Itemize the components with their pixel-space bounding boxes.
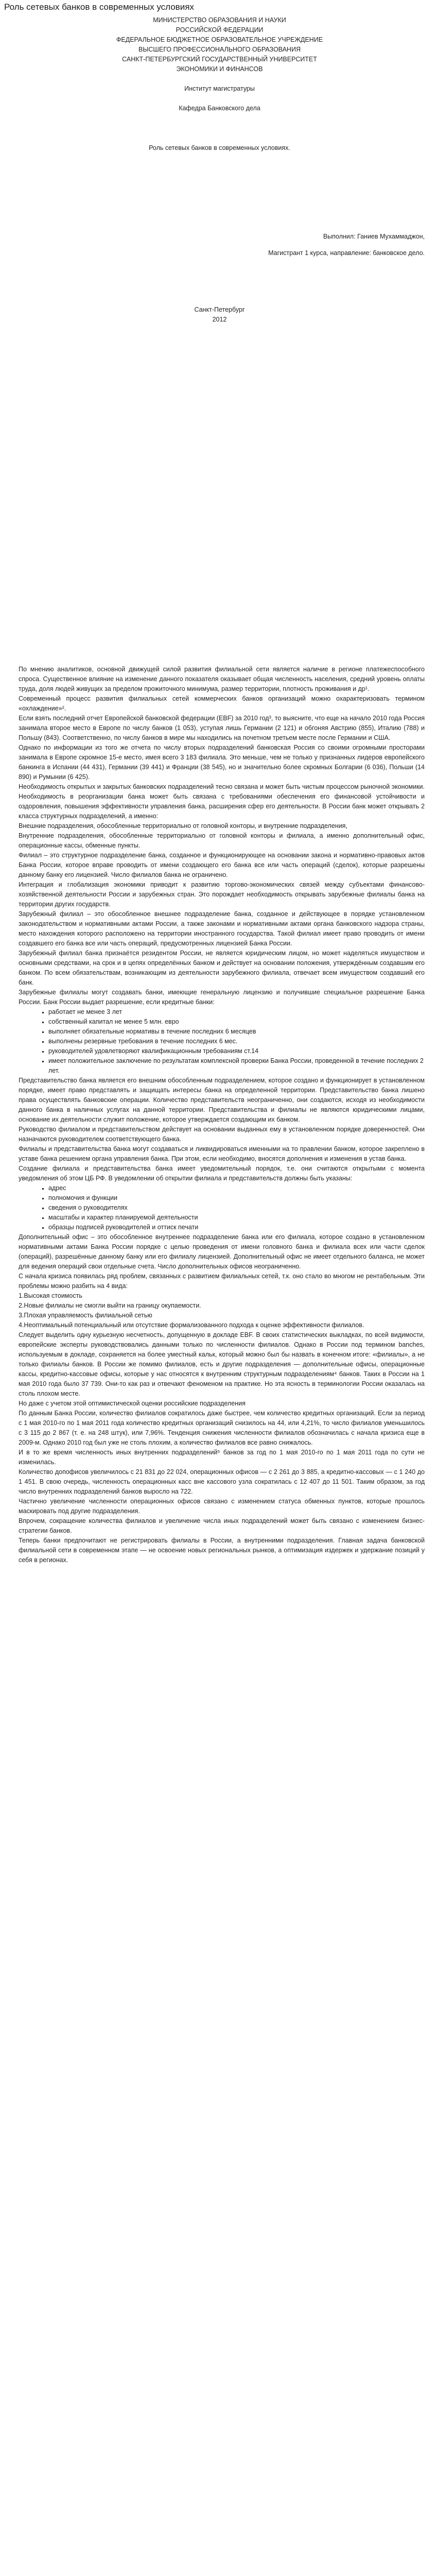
vpo-line: ВЫСШЕГО ПРОФЕССИОНАЛЬНОГО ОБРАЗОВАНИЯ — [138, 46, 301, 53]
list-item: ▪ сведения о руководителях — [48, 1203, 425, 1213]
paragraph: С начала кризиса появилась ряд проблем, связанных с развитием филиальных сетей, т.к. оно стало во многом не рентабельным. Эти проблемы можно разбить на 4 вида: — [19, 1273, 425, 1290]
paragraph: Необходимость открытых и закрытых банковских подразделений тесно связана и может быть чистым процессом рыночной экономики. Необходимость в реорганизации банка может быть связана с требованиями обеспечения его финансовой устойчивости и оздоровления, повышения эффективности управления банка, расширения сфер его деятельности. В России банк может открывать 2 класса структурных подразделений, а именно: — [19, 783, 425, 820]
city-line: Санкт-Петербург — [194, 306, 245, 313]
paragraph: Количество допофисов увеличилось с 21 831 до 22 024, операционных офисов — с 2 261 до 3 885, а кредитно-кассовых — с 1 240 до 1 451. В свою очередь, численность операционных касс вне кассового узла сократилась с 12 407 до 11 501. Таким образом, за год число внутренних подразделений банков выросло на 722. — [19, 1468, 425, 1495]
paragraph: Создание филиала и представительства банка имеет уведомительный порядок, т.е. они считаются открытыми с момента уведомления об этом ЦБ РФ. В уведомлении об открытии филиала и представительств должны быть указаны: — [19, 1165, 425, 1182]
federation-line: РОССИЙСКОЙ ФЕДЕРАЦИИ — [176, 26, 264, 33]
main-body — [19, 665, 425, 1565]
author-line-2: Магистрант 1 курса, направление: банковское дело. — [268, 249, 425, 257]
list-item: ▪ работает не менее 3 лет — [48, 1007, 425, 1017]
paragraph: Дополнительный офис – это обособленное внутреннее подразделение банка или его филиала, которое создано в установленном нормативными актами Банка России порядке с целью проведения от имени головного банка и филиала всех или части сделок (операций), разрешённые данному банку или его филиалу лицензией. Дополнительный офис не имеет отдельного баланса, не может для ведения операций свои отдельные счета. Число дополнительных офисов неограниченно. — [19, 1233, 425, 1270]
paragraph: Внешние подразделения, обособленные территориально от головной конторы, и внутренние подразделения, — [19, 822, 347, 829]
paragraph: 1.Высокая стоимость — [19, 1292, 82, 1299]
paragraph: По данным Банка России, количество филиалов сократилось даже быстрее, чем количество кредитных организаций. Если за период с 1 мая 2010-го по 1 мая 2011 года количество кредитных организаций снизилось на 44, или 4,21%, то число филиалов уменьшилось с 3 115 до 2 867 (т. е. на 248 штук), или 7,96%. Тенденция снижения численности филиалов обозначилась с начала кризиса еще в 2009-м. Однако 2010 год был уже не столь плохим, а количество филиалов все равно снижалось. — [19, 1410, 425, 1446]
paragraph: Следует выделить одну курьезную несчетность, допущенную в докладе EBF. В своих статистических выкладках, по всей видимости, европейские эксперты руководствовались данными только по численности филиалов. Однако в России под термином banches, используемым в докладе, сохраняется на более уместный кальк, который можно был бы назвать в конечном итоге: «филиалы», а не только филиалы банков. В России же помимо филиалов, есть и другие подразделения — дополнительные офисы, операционные кассы, кредитно-кассовые офисы, которые у нас относятся к внутренним структурным подразделениям⁴ банков. Таких в России на 1 мая 2010 года было 37 739. Они-то как раз и отвечают феноменом на практике. Но эта ясность в терминологии России оказалась на столь плохом месте. — [19, 1331, 425, 1397]
paragraph: Представительство банка является его внешним обособленным подразделением, которое создано и функционирует в установленном порядке, имеет право представлять и защищать интересы банка на определенной территории. Представительство банка лишено права осуществлять банковские операции. Количество представительств неограниченно, они создаются, исходя из необходимости данного банка в наличных услугах на данной территории. Представительства и филиалы не являются юридическими лицами, основание их деятельности служит положение, которое утверждается создающим их банком. — [19, 1077, 425, 1123]
paragraph: Зарубежный филиал – это обособленное внешнее подразделение банка, созданное и действующее в порядке установленном законодательством и нормативными актами России, а также законами и нормативными актами органа банковского надзора страны, место нахождения которого расположено на территории иностранного государства. Такой филиал имеет право проводить от имени создавшего его банка все или часть операций, предусмотренных лицензией Банка России. — [19, 910, 425, 947]
university-line: САНКТ-ПЕТЕРБУРГСКИЙ ГОСУДАРСТВЕННЫЙ УНИВЕРСИТЕТ — [122, 56, 317, 63]
fgbou-line: ФЕДЕРАЛЬНОЕ БЮДЖЕТНОЕ ОБРАЗОВАТЕЛЬНОЕ УЧРЕЖДЕНИЕ — [116, 36, 323, 43]
paragraph: Руководство филиалом и представительством действует на основании выданных ему в установленном порядке доверенностей. Они назначаются руководителем соответствующего банка. — [19, 1126, 425, 1143]
list-item: ▪ руководителей удовлетворяют квалификационным требованиям ст.14 — [48, 1046, 425, 1056]
paragraph: Но даже с учетом этой оптимистической оценки российские подразделения — [19, 1400, 246, 1407]
paragraph: Если взять последний отчет Европейской банковской федерации (EBF) за 2010 год³, то выясните, что еще на начало 2010 года Россия занимала второе место в Европе по числу банков (1 053), уступая лишь Германии (2 121) и обгоняя Австрию (855), Италию (788) и Польшу (843). Соответственно, по числу банков в мире мы находились на почетном третьем месте после Германии и США. — [19, 715, 425, 741]
paragraph: Филиалы и представительства банка могут создаваться и ликвидироваться именными на то правлении банком, которое закреплено в уставе банка решением органа управления банка. При этом, если необходимо, вносятся дополнения и изменения в устав банка. — [19, 1145, 425, 1162]
topic-line: Роль сетевых банков в современных условиях. — [149, 144, 290, 151]
institute-line: Институт магистратуры — [184, 85, 255, 92]
list-item: ▪ выполняет обязательные нормативы в течение последних 6 месяцев — [48, 1027, 425, 1037]
ministry-line: МИНИСТЕРСТВО ОБРАЗОВАНИЯ И НАУКИ — [153, 16, 286, 24]
paragraph: Частично увеличение численности операционных офисов связано с изменением статуса обменных пунктов, которые прошлось маскировать под другие подразделения. — [19, 1498, 425, 1515]
list-item: ▪ имеет положительное заключение по результатам комплексной проверки Банка России, проведенной в течение последних 2 лет. — [48, 1056, 425, 1076]
paragraph: Теперь банки предпочитают не регистрировать филиалы в России, а внутренними подразделения. Главная задача банковской филиальной сети в современном этапе — не освоение новых региональных рынков, а оптимизация издержек и удержание позиций у себя в регионах. — [19, 1537, 425, 1564]
list-item: ▪ собственный капитал не менее 5 млн. евро — [48, 1017, 425, 1027]
paragraph: Филиал – это структурное подразделение банка, созданное и функционирующее на основании закона и нормативно-правовых актов Банка России, которое вправе проводить от имени создающего его банка все или часть операций (сделок), которые разрешены данному банку его лицензией. Число филиалов банка не ограничено. — [19, 852, 425, 878]
list-item: ▪ масштабы и характер планируемой деятельности — [48, 1213, 425, 1223]
year-line: 2012 — [212, 316, 227, 323]
paragraph: Внутренние подразделения, обособленные территориально от головной конторы и филиала, а именно дополнительный офис, операционные кассы, обменные пункты. — [19, 832, 425, 849]
paragraph: 3.Плохая управляемость филиальной сетью — [19, 1312, 152, 1319]
paragraph: Современный процесс развития филиальных сетей коммерческих банков организаций можно охарактеризовать термином «охлаждение»². — [19, 695, 425, 712]
list-item: ▪ полномочия и функции — [48, 1193, 425, 1203]
university-line-2: ЭКОНОМИКИ И ФИНАНСОВ — [176, 65, 263, 73]
department-line: Кафедра Банковского дела — [179, 105, 260, 112]
paragraph: Однако по информации из того же отчета по числу вторых подразделений банковская Россия со своими огромными просторами занимала в Европе скромное 15-е место, имея всего 3 183 филиала. Это меньше, чем не только у признанных лидеров европейского банкинга в Испании (44 431), Германии (39 441) и Франции (38 545), но и значительно более скромных Болгарии (6 036), Польши (14 890) и Румынии (6 425). — [19, 744, 425, 781]
list-item: ▪ выполнены резервные требования в течение последних 6 мес. — [48, 1037, 425, 1046]
paragraph: И в то же время численность иных внутренних подразделений⁵ банков за год по 1 мая 2010-го по 1 мая 2011 года по сути не изменилась. — [19, 1449, 425, 1466]
document-title: Роль сетевых банков в современных условиях — [4, 2, 194, 12]
notification-list — [19, 1183, 425, 1232]
paragraph: 2.Новые филиалы не смогли выйти на границу окупаемости. — [19, 1302, 201, 1309]
paragraph: Интеграция и глобализация экономики приводит к развитию торгово-экономических связей между субъектами финансово-хозяйственной деятельности России и зарубежных стран. Это порождает необходимость открывать зарубежные филиалы банка на территории других государств. — [19, 881, 425, 908]
list-item: ▪ образцы подписей руководителей и оттиск печати — [48, 1223, 425, 1232]
paragraph: По мнению аналитиков, основной движущей силой развития филиальной сети является наличие в регионе платежеспособного спроса. Существенное влияние на изменение данного показателя оказывает общая численность населения, средний уровень оплаты труда, доля людей живущих за пределом прожиточного минимума, размер территории, плотность проживания и др¹. — [19, 666, 425, 692]
list-item: ▪ адрес — [48, 1183, 425, 1193]
paragraph: Зарубежные филиалы могут создавать банки, имеющие генеральную лицензию и получившие специальное разрешение Банка России. Банк России выдает разрешение, если кредитные банки: — [19, 989, 425, 1006]
paragraph: Впрочем, сокращение количества филиалов и увеличение числа иных подразделений может быть связано с изменением бизнес-стратегии банков. — [19, 1517, 425, 1534]
author-line: Выполнил: Ганиев Мухаммаджон, — [323, 233, 425, 240]
paragraph: Зарубежный филиал банка признаётся резидентом России, не является юридическим лицом, но может наделяться имуществом и основными средствами, на срок и в цепях определённых банком и действует на основании положения, утверждённым создавшим его банком. По всем обязательствам, возникающим из деятельности зарубежного филиала, отвечает всем имуществом создавший его банк. — [19, 950, 425, 986]
requirements-list — [19, 1007, 425, 1076]
paragraph: 4.Неоптимальный потенциальный или отсутствие формализованного подхода к оценке эффективности филиалов. — [19, 1321, 364, 1329]
